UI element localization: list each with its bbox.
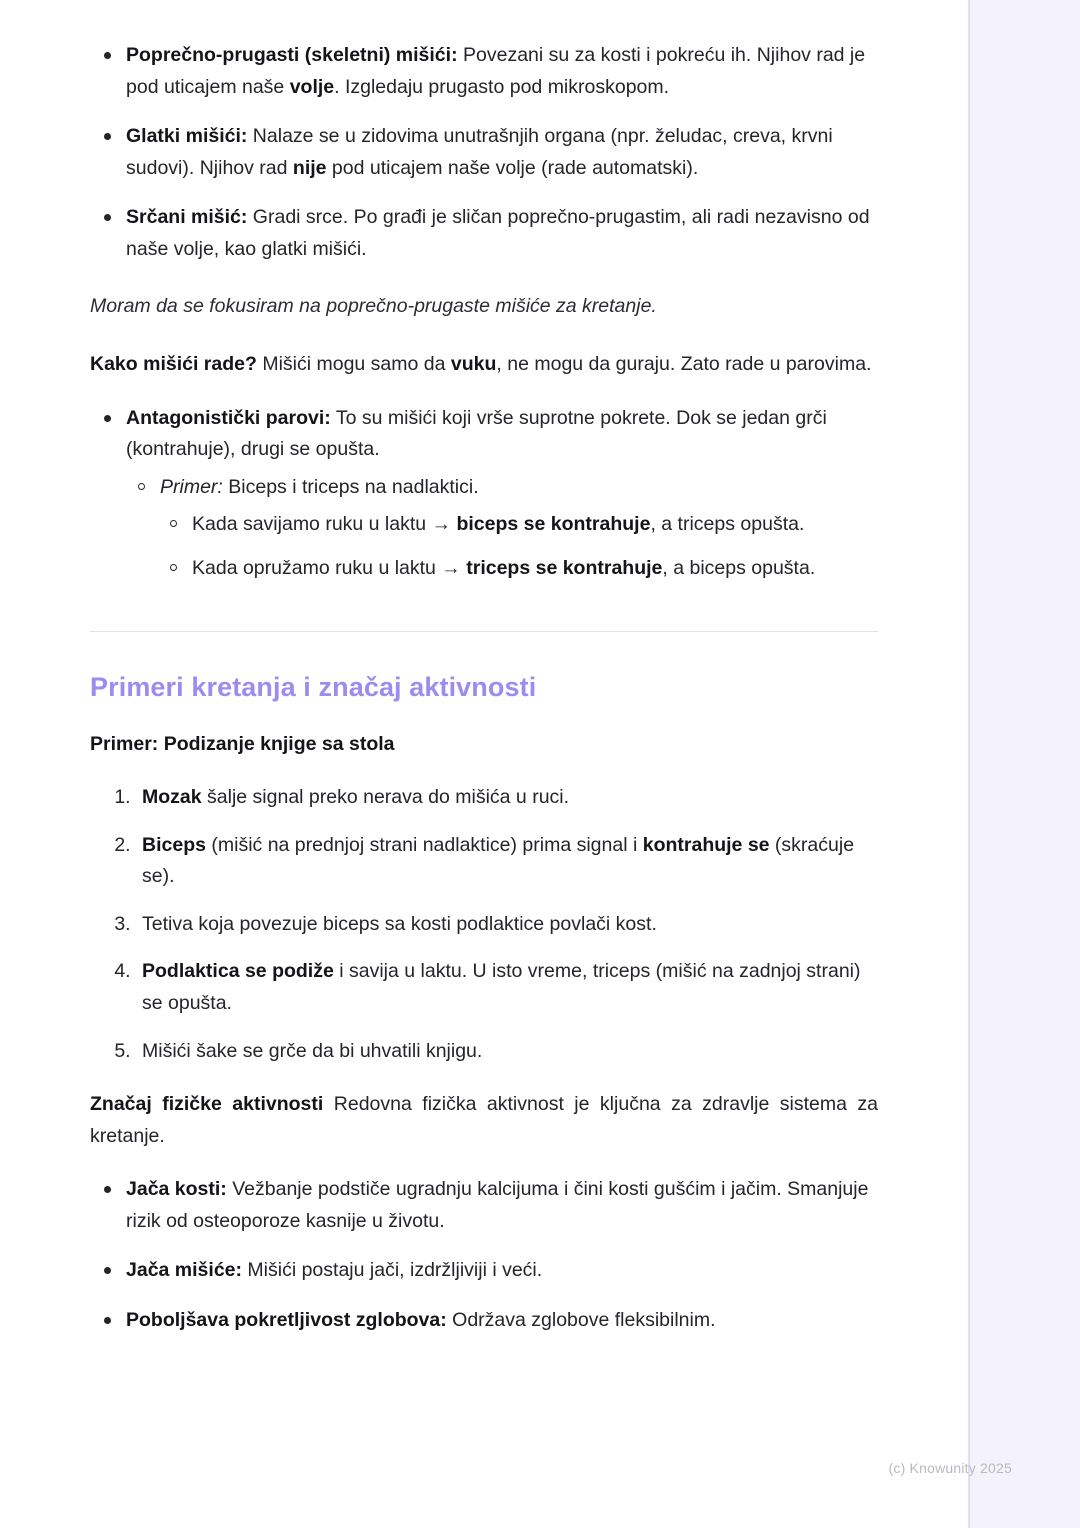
- benefit-term: Jača mišiće:: [126, 1259, 243, 1282]
- antagonist-text: To su mišići koji vrše suprotne pokrete. Dok se jedan grči (kontrahuje), drugi se opušta.: [126, 406, 827, 461]
- list-item: [90, 403, 878, 585]
- italic-note: [90, 291, 878, 323]
- benefit-text: Mišići postaju jači, izdržljiviji i veći.: [242, 1259, 543, 1282]
- muscle-type-text: Povezani su za kosti i pokreću ih. Njihov rad je pod uticajem naše: [126, 44, 866, 98]
- muscle-type-term: Srčani mišić:: [126, 206, 248, 229]
- steps-list: [90, 782, 878, 1067]
- muscle-type-emphasis: nije: [292, 156, 327, 179]
- case-bold: triceps se kontrahuje: [466, 556, 663, 579]
- step-text: Mišići šake se grče da bi uhvatili knjigu.: [142, 1039, 483, 1062]
- list-item: [90, 1255, 878, 1287]
- step-text: i savija u laktu. U isto vreme, triceps (mišić na zadnjoj strani) se opušta.: [142, 960, 861, 1014]
- antagonist-cases-list: [160, 509, 878, 584]
- step-text: (mišić na prednjoj strani nadlaktice) prima signal i: [205, 833, 643, 856]
- muscle-types-list: [90, 40, 878, 265]
- case-after: , a triceps opušta.: [650, 513, 805, 536]
- muscle-type-text: Nalaze se u zidovima unutrašnjih organa (npr. želudac, creva, krvni sudovi). Njihov rad: [126, 125, 833, 179]
- step-bold: Biceps: [142, 833, 206, 856]
- muscle-type-emphasis: volje: [289, 75, 335, 98]
- example-label: Primer:: [160, 475, 223, 498]
- list-item: [90, 202, 878, 265]
- step-bold: Mozak: [142, 786, 202, 809]
- benefit-text: Vežbanje podstiče ugradnju kalcijuma i čini kosti gušćim i jačim. Smanjuje rizik od osteoporoze kasnije u životu.: [126, 1178, 869, 1232]
- italic-note-text: Moram da se fokusiram na poprečno-prugaste mišiće za kretanje.: [90, 295, 657, 318]
- section-divider: [90, 631, 878, 632]
- step-bold-2: kontrahuje se: [642, 833, 770, 856]
- importance-lead: Značaj fizičke aktivnosti: [90, 1093, 324, 1116]
- muscle-type-term: Glatki mišići:: [126, 125, 248, 148]
- list-item: [90, 1305, 878, 1337]
- step-text: Tetiva koja povezuje biceps sa kosti podlaktice povlači kost.: [142, 912, 657, 935]
- page-side-strip: [968, 0, 1080, 1528]
- list-item: [90, 121, 878, 184]
- list-item: [90, 1174, 878, 1237]
- muscle-type-text: Gradi srce. Po građi je sličan poprečno-prugastim, ali radi nezavisno od naše volje, kao glatki mišići.: [126, 206, 870, 260]
- case-before: Kada savijamo ruku u laktu →: [192, 513, 457, 536]
- example-text: Biceps i triceps na nadlaktici.: [222, 475, 479, 498]
- how-muscles-work-paragraph: [90, 349, 878, 381]
- case-bold: biceps se kontrahuje: [456, 513, 651, 536]
- muscle-type-text-after: pod uticajem naše volje (rade automatski).: [326, 156, 699, 179]
- how-muscles-work-emphasis: vuku: [450, 353, 497, 376]
- list-item: [160, 509, 878, 541]
- watermark: (c) Knowunity 2025: [888, 1460, 1012, 1476]
- benefits-list: [90, 1174, 878, 1336]
- list-item: [160, 553, 878, 585]
- muscle-type-term: Poprečno-prugasti (skeletni) mišići:: [126, 44, 458, 66]
- step-text: šalje signal preko nerava do mišića u ruci.: [201, 786, 570, 809]
- benefit-term: Poboljšava pokretljivost zglobova:: [126, 1309, 447, 1332]
- benefit-term: Jača kosti:: [126, 1178, 227, 1201]
- antagonist-term: Antagonistički parovi:: [126, 406, 331, 429]
- importance-text: Redovna fizička aktivnost je ključna za zdravlje sistema za kretanje.: [90, 1093, 878, 1147]
- muscle-type-text-after: . Izgledaju prugasto pod mikroskopom.: [334, 75, 670, 98]
- case-before: Kada opružamo ruku u laktu →: [192, 556, 467, 579]
- section-subtitle: Primer: Podizanje knjige sa stola: [90, 732, 395, 755]
- how-muscles-work-text-after: , ne mogu da guraju. Zato rade u parovima.: [496, 353, 872, 376]
- step-text-2: (skraćuje se).: [142, 833, 855, 888]
- importance-paragraph: [90, 1089, 878, 1152]
- how-muscles-work-lead: Kako mišići rade?: [90, 353, 257, 376]
- case-after: , a biceps opušta.: [662, 556, 816, 579]
- list-item: [136, 909, 878, 941]
- step-bold: Podlaktica se podiže: [142, 960, 334, 983]
- list-item: [136, 956, 878, 1019]
- benefit-text: Održava zglobove fleksibilnim.: [446, 1309, 716, 1332]
- list-item: [90, 40, 878, 103]
- antagonist-list: [90, 403, 878, 585]
- list-item: [136, 782, 878, 814]
- list-item: [136, 1036, 878, 1068]
- section-title: Primeri kretanja i značaj aktivnosti: [90, 671, 537, 702]
- list-item: [126, 472, 878, 585]
- how-muscles-work-text: Mišići mogu samo da: [256, 353, 451, 376]
- antagonist-example-list: [126, 472, 878, 585]
- list-item: [136, 830, 878, 893]
